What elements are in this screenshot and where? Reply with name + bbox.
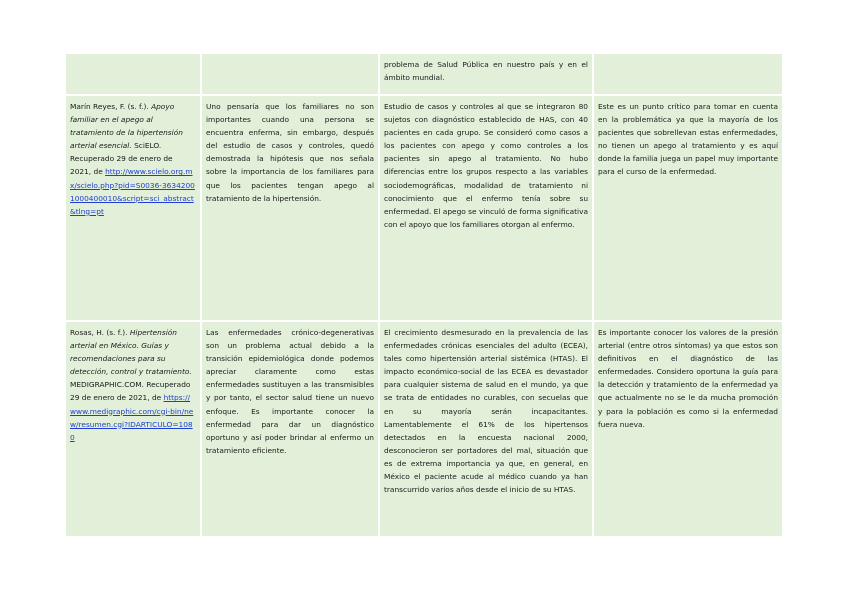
opinion-cell: Este es un punto crítico para tomar en cuenta en la problemática ya que la mayoría de los pacientes que sobrellevan estas enfermedades, no tienen un apego al tratamiento y es aquí donde la familia juega un papel muy importante para el curso de la enfermedad. [594, 96, 782, 320]
reference-title: Apoyo familiar en el apego al tratamiento de la hipertensión arterial esencial. [70, 102, 183, 151]
reference-title: Hipertensión arterial en México. Guías y recomendaciones para su detección, control y tratamiento. [70, 328, 192, 377]
opinion-cell: Es importante conocer los valores de la presión arterial (entre otros síntomas) ya que estos son definitivos en el diagnóstico de las enfermedades. Considero oportuna la guía para la detección y tratamiento de la enfermedad ya que actualmente no se le da mucha promoción y para la población es como si la enfermedad fuera nueva. [594, 322, 782, 536]
reference-cell [66, 54, 200, 94]
reference-cell [66, 96, 200, 320]
reference-retrieved: Recuperado 29 de enero de 2021, de [70, 154, 173, 177]
opinion-cell [594, 54, 782, 94]
reference-source: MEDIGRAPHIC.COM. [70, 380, 144, 390]
summary-cell: Estudio de casos y controles al que se integraron 80 sujetos con diagnóstico establecido de HAS, con 40 pacientes en cada grupo. Se consideró como casos a los pacientes con apego y como controles a los pacientes sin apego al tratamiento. No hubo diferencias entre los grupos respecto a las variables sociodemográficas, modalidad de tratamiento ni conocimiento que el enfermo tenía sobre su enfermedad. El apego se vinculó de forma significativa con el apoyo que los familiares otorgan al enfermo. [380, 96, 592, 320]
analysis-cell: Las enfermedades crónico-degenerativas son un problema actual debido a la transición epidemiológica donde podemos apreciar claramente como estas enfermedades sustituyen a las transmisibles y por tanto, el sector salud tiene un nuevo enfoque. Es importante conocer la enfermedad para dar un diagnóstico oportuno y así poder brindar al enfermo un tratamiento eficiente. [202, 322, 378, 536]
reference-author: Rosas, H. (s. f.). [70, 328, 128, 337]
reference-source: SciELO. [134, 141, 162, 151]
table-row [66, 322, 782, 536]
reference-retrieved: Recuperado 29 de enero de 2021, de [70, 380, 191, 403]
summary-cell: El crecimiento desmesurado en la prevalencia de las enfermedades crónicas esenciales del adulto (ECEA), tales como hipertensión arterial sistémica (HTAS). El impacto económico-social de las ECEA es devastador para cualquier sistema de salud en el mundo, ya que se trata de entidades no curables, con secuelas que en su mayoría serán incapacitantes. Lamentablemente el 61% de los hipertensos detectados en la encuesta nacional 2000, desconocieron ser portadores del mal, situación que es de extrema importancia ya que, en general, en México el paciente acude al médico cuando ya han transcurrido varios años desde el inicio de su HTAS. [380, 322, 592, 536]
table-row [66, 96, 782, 320]
summary-cell: problema de Salud Pública en nuestro país y en el ámbito mundial. [380, 54, 592, 94]
reference-link[interactable]: https://www.medigraphic.com/cgi-bin/new/resumen.cgi?IDARTICULO=1080 [70, 393, 194, 442]
reference-cell [66, 322, 200, 536]
table-row [66, 54, 782, 94]
analysis-cell [202, 54, 378, 94]
analysis-cell: Uno pensaría que los familiares no son importantes cuando una persona se encuentra enferma, sin embargo, después del estudio de casos y controles, quedó demostrada la hipótesis que nos señala sobre la importancia de los familiares para que los pacientes tengan apego al tratamiento de la hipertensión. [202, 96, 378, 320]
literature-review-table [64, 52, 784, 538]
reference-author: Marín Reyes, F. (s. f.). [70, 102, 149, 111]
reference-link[interactable]: http://www.scielo.org.mx/scielo.php?pid=S0036-36342001000400010&script=sci_abstract&tlng=pt [70, 167, 195, 216]
